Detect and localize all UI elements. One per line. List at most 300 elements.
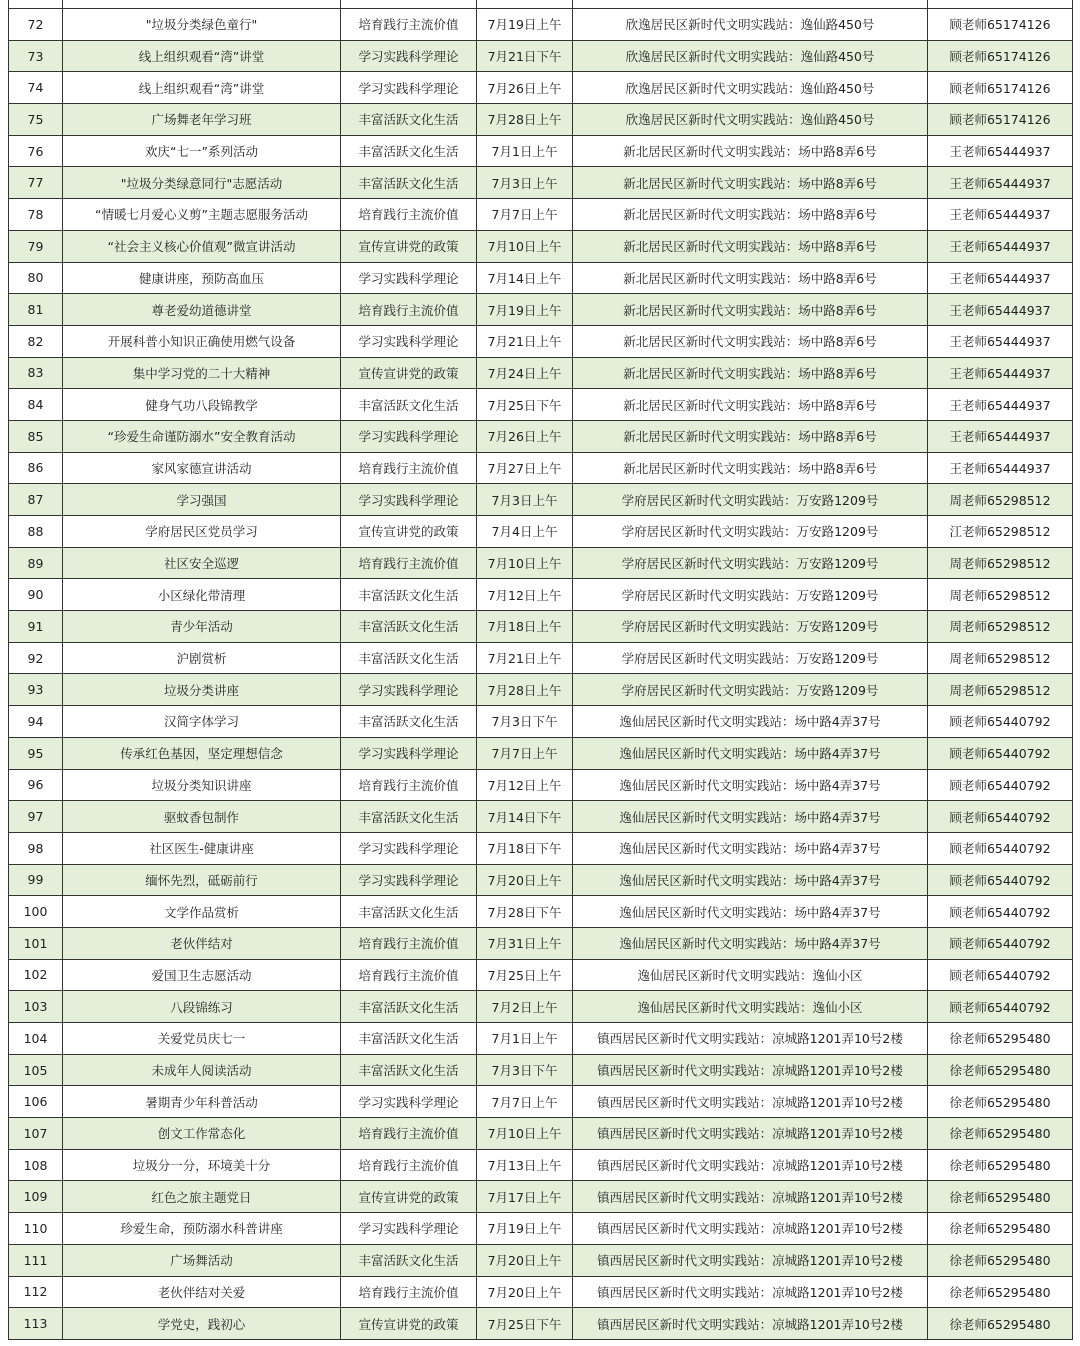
activity-category-cell: 丰富活跃文化生活 [341, 389, 477, 421]
table-row [9, 864, 1073, 896]
activity-time-cell: 7月1日上午 [477, 135, 573, 167]
activity-time-cell: 7月25日下午 [477, 389, 573, 421]
table-top-cut-row [9, 0, 1073, 9]
activity-time-cell: 7月24日上午 [477, 357, 573, 389]
activity-location-cell: 镇西居民区新时代文明实践站：凉城路1201弄10号2楼 [573, 1181, 928, 1213]
activity-time-cell: 7月26日上午 [477, 420, 573, 452]
activity-name-cell: 传承红色基因，坚定理想信念 [63, 737, 341, 769]
activity-time-cell: 7月1日上午 [477, 1023, 573, 1055]
activity-time-cell: 7月25日上午 [477, 959, 573, 991]
row-number-cell: 74 [9, 72, 63, 104]
activity-category-cell: 培育践行主流价值 [341, 294, 477, 326]
table-row [9, 389, 1073, 421]
table-row [9, 611, 1073, 643]
contact-cell: 周老师65298512 [928, 642, 1073, 674]
contact-cell: 徐老师65295480 [928, 1086, 1073, 1118]
activity-time-cell: 7月21日下午 [477, 40, 573, 72]
activity-category-cell: 丰富活跃文化生活 [341, 167, 477, 199]
activity-location-cell: 学府居民区新时代文明实践站：万安路1209号 [573, 674, 928, 706]
activity-name-cell: 线上组织观看“湾”讲堂 [63, 40, 341, 72]
cut-cell [9, 0, 63, 9]
table-row [9, 579, 1073, 611]
activity-location-cell: 逸仙居民区新时代文明实践站：场中路4弄37号 [573, 737, 928, 769]
activity-time-cell: 7月14日上午 [477, 262, 573, 294]
activity-category-cell: 丰富活跃文化生活 [341, 642, 477, 674]
contact-cell: 周老师65298512 [928, 674, 1073, 706]
contact-cell: 徐老师65295480 [928, 1118, 1073, 1150]
activity-schedule-table [8, 0, 1073, 1340]
activity-category-cell: 丰富活跃文化生活 [341, 706, 477, 738]
activity-category-cell: 学习实践科学理论 [341, 1086, 477, 1118]
contact-cell: 顾老师65440792 [928, 927, 1073, 959]
row-number-cell: 80 [9, 262, 63, 294]
row-number-cell: 110 [9, 1213, 63, 1245]
activity-category-cell: 培育践行主流价值 [341, 927, 477, 959]
row-number-cell: 79 [9, 230, 63, 262]
table-row [9, 1023, 1073, 1055]
activity-category-cell: 丰富活跃文化生活 [341, 1054, 477, 1086]
row-number-cell: 97 [9, 801, 63, 833]
activity-category-cell: 丰富活跃文化生活 [341, 1244, 477, 1276]
activity-category-cell: 学习实践科学理论 [341, 484, 477, 516]
activity-category-cell: 培育践行主流价值 [341, 199, 477, 231]
activity-name-cell: 线上组织观看“湾”讲堂 [63, 72, 341, 104]
activity-time-cell: 7月13日上午 [477, 1149, 573, 1181]
activity-name-cell: 八段锦练习 [63, 991, 341, 1023]
contact-cell: 顾老师65440792 [928, 864, 1073, 896]
contact-cell: 徐老师65295480 [928, 1308, 1073, 1340]
activity-time-cell: 7月3日下午 [477, 1054, 573, 1086]
activity-location-cell: 逸仙居民区新时代文明实践站：逸仙小区 [573, 959, 928, 991]
row-number-cell: 89 [9, 547, 63, 579]
activity-time-cell: 7月19日上午 [477, 1213, 573, 1245]
activity-name-cell: 暑期青少年科普活动 [63, 1086, 341, 1118]
row-number-cell: 94 [9, 706, 63, 738]
table-row [9, 104, 1073, 136]
activity-location-cell: 新北居民区新时代文明实践站：场中路8弄6号 [573, 230, 928, 262]
activity-category-cell: 丰富活跃文化生活 [341, 801, 477, 833]
activity-time-cell: 7月3日上午 [477, 484, 573, 516]
activity-location-cell: 逸仙居民区新时代文明实践站：场中路4弄37号 [573, 769, 928, 801]
activity-category-cell: 学习实践科学理论 [341, 674, 477, 706]
activity-location-cell: 新北居民区新时代文明实践站：场中路8弄6号 [573, 389, 928, 421]
activity-location-cell: 学府居民区新时代文明实践站：万安路1209号 [573, 484, 928, 516]
row-number-cell: 105 [9, 1054, 63, 1086]
activity-name-cell: “珍爱生命谨防溺水”安全教育活动 [63, 420, 341, 452]
contact-cell: 顾老师65440792 [928, 706, 1073, 738]
table-row [9, 959, 1073, 991]
activity-name-cell: 青少年活动 [63, 611, 341, 643]
activity-name-cell: “情暖七月爱心义剪”主题志愿服务活动 [63, 199, 341, 231]
activity-time-cell: 7月14日下午 [477, 801, 573, 833]
row-number-cell: 93 [9, 674, 63, 706]
activity-category-cell: 学习实践科学理论 [341, 420, 477, 452]
activity-name-cell: 家风家德宣讲活动 [63, 452, 341, 484]
activity-time-cell: 7月19日上午 [477, 294, 573, 326]
activity-time-cell: 7月26日上午 [477, 72, 573, 104]
cut-cell [477, 0, 573, 9]
activity-location-cell: 镇西居民区新时代文明实践站：凉城路1201弄10号2楼 [573, 1213, 928, 1245]
row-number-cell: 87 [9, 484, 63, 516]
contact-cell: 顾老师65174126 [928, 40, 1073, 72]
contact-cell: 周老师65298512 [928, 579, 1073, 611]
activity-name-cell: "垃圾分类绿色童行" [63, 9, 341, 41]
activity-location-cell: 镇西居民区新时代文明实践站：凉城路1201弄10号2楼 [573, 1149, 928, 1181]
row-number-cell: 100 [9, 896, 63, 928]
activity-category-cell: 培育践行主流价值 [341, 959, 477, 991]
table-row [9, 294, 1073, 326]
contact-cell: 王老师65444937 [928, 262, 1073, 294]
row-number-cell: 77 [9, 167, 63, 199]
activity-category-cell: 学习实践科学理论 [341, 1213, 477, 1245]
activity-category-cell: 学习实践科学理论 [341, 832, 477, 864]
row-number-cell: 78 [9, 199, 63, 231]
activity-name-cell: 学习强国 [63, 484, 341, 516]
table-row [9, 167, 1073, 199]
row-number-cell: 104 [9, 1023, 63, 1055]
activity-category-cell: 丰富活跃文化生活 [341, 611, 477, 643]
activity-category-cell: 学习实践科学理论 [341, 72, 477, 104]
activity-location-cell: 新北居民区新时代文明实践站：场中路8弄6号 [573, 167, 928, 199]
activity-time-cell: 7月28日下午 [477, 896, 573, 928]
table-row [9, 1181, 1073, 1213]
table-row [9, 40, 1073, 72]
table-row [9, 72, 1073, 104]
activity-location-cell: 新北居民区新时代文明实践站：场中路8弄6号 [573, 420, 928, 452]
activity-category-cell: 学习实践科学理论 [341, 325, 477, 357]
contact-cell: 王老师65444937 [928, 420, 1073, 452]
activity-name-cell: 未成年人阅读活动 [63, 1054, 341, 1086]
row-number-cell: 84 [9, 389, 63, 421]
activity-time-cell: 7月18日下午 [477, 832, 573, 864]
table-row [9, 484, 1073, 516]
table-row [9, 516, 1073, 548]
row-number-cell: 83 [9, 357, 63, 389]
contact-cell: 王老师65444937 [928, 325, 1073, 357]
activity-category-cell: 培育践行主流价值 [341, 547, 477, 579]
table-row [9, 1118, 1073, 1150]
activity-location-cell: 逸仙居民区新时代文明实践站：场中路4弄37号 [573, 896, 928, 928]
contact-cell: 王老师65444937 [928, 135, 1073, 167]
activity-category-cell: 丰富活跃文化生活 [341, 104, 477, 136]
table-row [9, 547, 1073, 579]
activity-name-cell: 广场舞老年学习班 [63, 104, 341, 136]
activity-time-cell: 7月28日上午 [477, 104, 573, 136]
row-number-cell: 106 [9, 1086, 63, 1118]
activity-category-cell: 学习实践科学理论 [341, 737, 477, 769]
activity-name-cell: 尊老爱幼道德讲堂 [63, 294, 341, 326]
activity-time-cell: 7月10日上午 [477, 1118, 573, 1150]
contact-cell: 徐老师65295480 [928, 1276, 1073, 1308]
activity-name-cell: 广场舞活动 [63, 1244, 341, 1276]
activity-category-cell: 丰富活跃文化生活 [341, 135, 477, 167]
contact-cell: 王老师65444937 [928, 389, 1073, 421]
table-row [9, 9, 1073, 41]
activity-location-cell: 新北居民区新时代文明实践站：场中路8弄6号 [573, 262, 928, 294]
contact-cell: 顾老师65174126 [928, 9, 1073, 41]
activity-category-cell: 学习实践科学理论 [341, 864, 477, 896]
row-number-cell: 82 [9, 325, 63, 357]
activity-name-cell: 垃圾分类知识讲座 [63, 769, 341, 801]
row-number-cell: 108 [9, 1149, 63, 1181]
contact-cell: 顾老师65440792 [928, 959, 1073, 991]
contact-cell: 顾老师65440792 [928, 991, 1073, 1023]
contact-cell: 顾老师65440792 [928, 801, 1073, 833]
activity-name-cell: 健康讲座，预防高血压 [63, 262, 341, 294]
activity-time-cell: 7月12日上午 [477, 769, 573, 801]
activity-location-cell: 学府居民区新时代文明实践站：万安路1209号 [573, 516, 928, 548]
row-number-cell: 101 [9, 927, 63, 959]
activity-name-cell: 垃圾分一分，环境美十分 [63, 1149, 341, 1181]
activity-category-cell: 丰富活跃文化生活 [341, 579, 477, 611]
table-row [9, 199, 1073, 231]
table-row [9, 1308, 1073, 1340]
activity-location-cell: 逸仙居民区新时代文明实践站：场中路4弄37号 [573, 927, 928, 959]
table-row [9, 420, 1073, 452]
activity-category-cell: 学习实践科学理论 [341, 40, 477, 72]
contact-cell: 王老师65444937 [928, 167, 1073, 199]
activity-name-cell: 珍爱生命，预防溺水科普讲座 [63, 1213, 341, 1245]
activity-time-cell: 7月20日上午 [477, 1276, 573, 1308]
table-row [9, 230, 1073, 262]
contact-cell: 江老师65298512 [928, 516, 1073, 548]
contact-cell: 王老师65444937 [928, 230, 1073, 262]
activity-location-cell: 镇西居民区新时代文明实践站：凉城路1201弄10号2楼 [573, 1086, 928, 1118]
activity-category-cell: 宣传宣讲党的政策 [341, 516, 477, 548]
table-row [9, 737, 1073, 769]
activity-location-cell: 学府居民区新时代文明实践站：万安路1209号 [573, 611, 928, 643]
activity-name-cell: 学党史，践初心 [63, 1308, 341, 1340]
table-row [9, 832, 1073, 864]
activity-category-cell: 学习实践科学理论 [341, 262, 477, 294]
table-row [9, 135, 1073, 167]
activity-category-cell: 培育践行主流价值 [341, 1276, 477, 1308]
activity-time-cell: 7月4日上午 [477, 516, 573, 548]
activity-location-cell: 新北居民区新时代文明实践站：场中路8弄6号 [573, 325, 928, 357]
row-number-cell: 92 [9, 642, 63, 674]
cut-cell [573, 0, 928, 9]
activity-time-cell: 7月25日下午 [477, 1308, 573, 1340]
activity-time-cell: 7月21日上午 [477, 325, 573, 357]
contact-cell: 徐老师65295480 [928, 1149, 1073, 1181]
activity-name-cell: 缅怀先烈，砥砺前行 [63, 864, 341, 896]
activity-name-cell: 沪剧赏析 [63, 642, 341, 674]
activity-category-cell: 培育践行主流价值 [341, 9, 477, 41]
contact-cell: 顾老师65440792 [928, 832, 1073, 864]
row-number-cell: 99 [9, 864, 63, 896]
table-row [9, 801, 1073, 833]
activity-name-cell: 社区医生-健康讲座 [63, 832, 341, 864]
table-row [9, 1149, 1073, 1181]
activity-time-cell: 7月27日上午 [477, 452, 573, 484]
activity-location-cell: 新北居民区新时代文明实践站：场中路8弄6号 [573, 199, 928, 231]
activity-location-cell: 镇西居民区新时代文明实践站：凉城路1201弄10号2楼 [573, 1054, 928, 1086]
activity-name-cell: "垃圾分类绿意同行"志愿活动 [63, 167, 341, 199]
activity-time-cell: 7月20日上午 [477, 864, 573, 896]
contact-cell: 周老师65298512 [928, 611, 1073, 643]
row-number-cell: 86 [9, 452, 63, 484]
table-row [9, 1276, 1073, 1308]
contact-cell: 徐老师65295480 [928, 1181, 1073, 1213]
activity-location-cell: 镇西居民区新时代文明实践站：凉城路1201弄10号2楼 [573, 1244, 928, 1276]
activity-category-cell: 宣传宣讲党的政策 [341, 1181, 477, 1213]
activity-time-cell: 7月10日上午 [477, 547, 573, 579]
table-row [9, 1244, 1073, 1276]
table-row [9, 262, 1073, 294]
contact-cell: 徐老师65295480 [928, 1023, 1073, 1055]
activity-name-cell: 红色之旅主题党日 [63, 1181, 341, 1213]
table-row [9, 642, 1073, 674]
row-number-cell: 109 [9, 1181, 63, 1213]
activity-name-cell: “社会主义核心价值观”微宣讲活动 [63, 230, 341, 262]
activity-name-cell: 小区绿化带清理 [63, 579, 341, 611]
table-row [9, 325, 1073, 357]
table-row [9, 706, 1073, 738]
cut-cell [928, 0, 1073, 9]
table-row [9, 927, 1073, 959]
contact-cell: 顾老师65174126 [928, 104, 1073, 136]
activity-location-cell: 学府居民区新时代文明实践站：万安路1209号 [573, 547, 928, 579]
activity-time-cell: 7月12日上午 [477, 579, 573, 611]
row-number-cell: 81 [9, 294, 63, 326]
activity-time-cell: 7月3日下午 [477, 706, 573, 738]
activity-location-cell: 学府居民区新时代文明实践站：万安路1209号 [573, 642, 928, 674]
activity-category-cell: 丰富活跃文化生活 [341, 896, 477, 928]
activity-category-cell: 培育践行主流价值 [341, 452, 477, 484]
row-number-cell: 91 [9, 611, 63, 643]
contact-cell: 徐老师65295480 [928, 1054, 1073, 1086]
activity-location-cell: 新北居民区新时代文明实践站：场中路8弄6号 [573, 294, 928, 326]
activity-time-cell: 7月31日上午 [477, 927, 573, 959]
activity-category-cell: 培育践行主流价值 [341, 1149, 477, 1181]
activity-location-cell: 逸仙居民区新时代文明实践站：场中路4弄37号 [573, 801, 928, 833]
table-row [9, 674, 1073, 706]
contact-cell: 顾老师65440792 [928, 737, 1073, 769]
activity-category-cell: 培育践行主流价值 [341, 1118, 477, 1150]
table-row [9, 357, 1073, 389]
activity-name-cell: 汉简字体学习 [63, 706, 341, 738]
activity-category-cell: 宣传宣讲党的政策 [341, 357, 477, 389]
cut-cell [63, 0, 341, 9]
activity-name-cell: 关爱党员庆七一 [63, 1023, 341, 1055]
activity-location-cell: 欣逸居民区新时代文明实践站：逸仙路450号 [573, 104, 928, 136]
activity-time-cell: 7月3日上午 [477, 167, 573, 199]
activity-name-cell: 垃圾分类讲座 [63, 674, 341, 706]
row-number-cell: 112 [9, 1276, 63, 1308]
activity-time-cell: 7月7日上午 [477, 1086, 573, 1118]
activity-time-cell: 7月19日上午 [477, 9, 573, 41]
activity-location-cell: 欣逸居民区新时代文明实践站：逸仙路450号 [573, 9, 928, 41]
contact-cell: 王老师65444937 [928, 294, 1073, 326]
activity-location-cell: 镇西居民区新时代文明实践站：凉城路1201弄10号2楼 [573, 1276, 928, 1308]
row-number-cell: 90 [9, 579, 63, 611]
contact-cell: 顾老师65440792 [928, 896, 1073, 928]
contact-cell: 王老师65444937 [928, 452, 1073, 484]
activity-name-cell: 老伙伴结对 [63, 927, 341, 959]
activity-location-cell: 镇西居民区新时代文明实践站：凉城路1201弄10号2楼 [573, 1118, 928, 1150]
activity-name-cell: 开展科普小知识正确使用燃气设备 [63, 325, 341, 357]
row-number-cell: 88 [9, 516, 63, 548]
row-number-cell: 102 [9, 959, 63, 991]
table-row [9, 769, 1073, 801]
activity-name-cell: 爱国卫生志愿活动 [63, 959, 341, 991]
activity-time-cell: 7月21日上午 [477, 642, 573, 674]
activity-category-cell: 培育践行主流价值 [341, 769, 477, 801]
activity-time-cell: 7月17日上午 [477, 1181, 573, 1213]
contact-cell: 王老师65444937 [928, 357, 1073, 389]
row-number-cell: 107 [9, 1118, 63, 1150]
activity-location-cell: 学府居民区新时代文明实践站：万安路1209号 [573, 579, 928, 611]
activity-name-cell: 驱蚊香包制作 [63, 801, 341, 833]
activity-location-cell: 欣逸居民区新时代文明实践站：逸仙路450号 [573, 40, 928, 72]
activity-location-cell: 新北居民区新时代文明实践站：场中路8弄6号 [573, 357, 928, 389]
activity-location-cell: 镇西居民区新时代文明实践站：凉城路1201弄10号2楼 [573, 1308, 928, 1340]
row-number-cell: 76 [9, 135, 63, 167]
activity-time-cell: 7月18日上午 [477, 611, 573, 643]
activity-name-cell: 集中学习党的二十大精神 [63, 357, 341, 389]
row-number-cell: 96 [9, 769, 63, 801]
activity-location-cell: 逸仙居民区新时代文明实践站：场中路4弄37号 [573, 706, 928, 738]
activity-category-cell: 宣传宣讲党的政策 [341, 230, 477, 262]
activity-name-cell: 老伙伴结对关爱 [63, 1276, 341, 1308]
table-row [9, 1054, 1073, 1086]
activity-category-cell: 丰富活跃文化生活 [341, 1023, 477, 1055]
activity-time-cell: 7月7日上午 [477, 737, 573, 769]
row-number-cell: 73 [9, 40, 63, 72]
activity-location-cell: 新北居民区新时代文明实践站：场中路8弄6号 [573, 452, 928, 484]
table-row [9, 1213, 1073, 1245]
row-number-cell: 98 [9, 832, 63, 864]
row-number-cell: 75 [9, 104, 63, 136]
activity-location-cell: 逸仙居民区新时代文明实践站：场中路4弄37号 [573, 864, 928, 896]
activity-time-cell: 7月2日上午 [477, 991, 573, 1023]
contact-cell: 王老师65444937 [928, 199, 1073, 231]
activity-location-cell: 新北居民区新时代文明实践站：场中路8弄6号 [573, 135, 928, 167]
activity-time-cell: 7月7日上午 [477, 199, 573, 231]
table-row [9, 991, 1073, 1023]
activity-time-cell: 7月20日上午 [477, 1244, 573, 1276]
row-number-cell: 103 [9, 991, 63, 1023]
row-number-cell: 72 [9, 9, 63, 41]
activity-time-cell: 7月28日上午 [477, 674, 573, 706]
activity-name-cell: 创文工作常态化 [63, 1118, 341, 1150]
table-body [9, 0, 1073, 1339]
activity-name-cell: 学府居民区党员学习 [63, 516, 341, 548]
contact-cell: 徐老师65295480 [928, 1213, 1073, 1245]
table-row [9, 1086, 1073, 1118]
activity-location-cell: 欣逸居民区新时代文明实践站：逸仙路450号 [573, 72, 928, 104]
row-number-cell: 85 [9, 420, 63, 452]
contact-cell: 周老师65298512 [928, 547, 1073, 579]
table-row [9, 896, 1073, 928]
activity-name-cell: 欢庆“七一”系列活动 [63, 135, 341, 167]
row-number-cell: 95 [9, 737, 63, 769]
activity-location-cell: 镇西居民区新时代文明实践站：凉城路1201弄10号2楼 [573, 1023, 928, 1055]
contact-cell: 周老师65298512 [928, 484, 1073, 516]
activity-location-cell: 逸仙居民区新时代文明实践站：逸仙小区 [573, 991, 928, 1023]
activity-location-cell: 逸仙居民区新时代文明实践站：场中路4弄37号 [573, 832, 928, 864]
table-row [9, 452, 1073, 484]
row-number-cell: 113 [9, 1308, 63, 1340]
contact-cell: 顾老师65174126 [928, 72, 1073, 104]
contact-cell: 顾老师65440792 [928, 769, 1073, 801]
activity-name-cell: 文学作品赏析 [63, 896, 341, 928]
cut-cell [341, 0, 477, 9]
activity-name-cell: 社区安全巡逻 [63, 547, 341, 579]
activity-category-cell: 宣传宣讲党的政策 [341, 1308, 477, 1340]
activity-name-cell: 健身气功八段锦教学 [63, 389, 341, 421]
activity-time-cell: 7月10日上午 [477, 230, 573, 262]
